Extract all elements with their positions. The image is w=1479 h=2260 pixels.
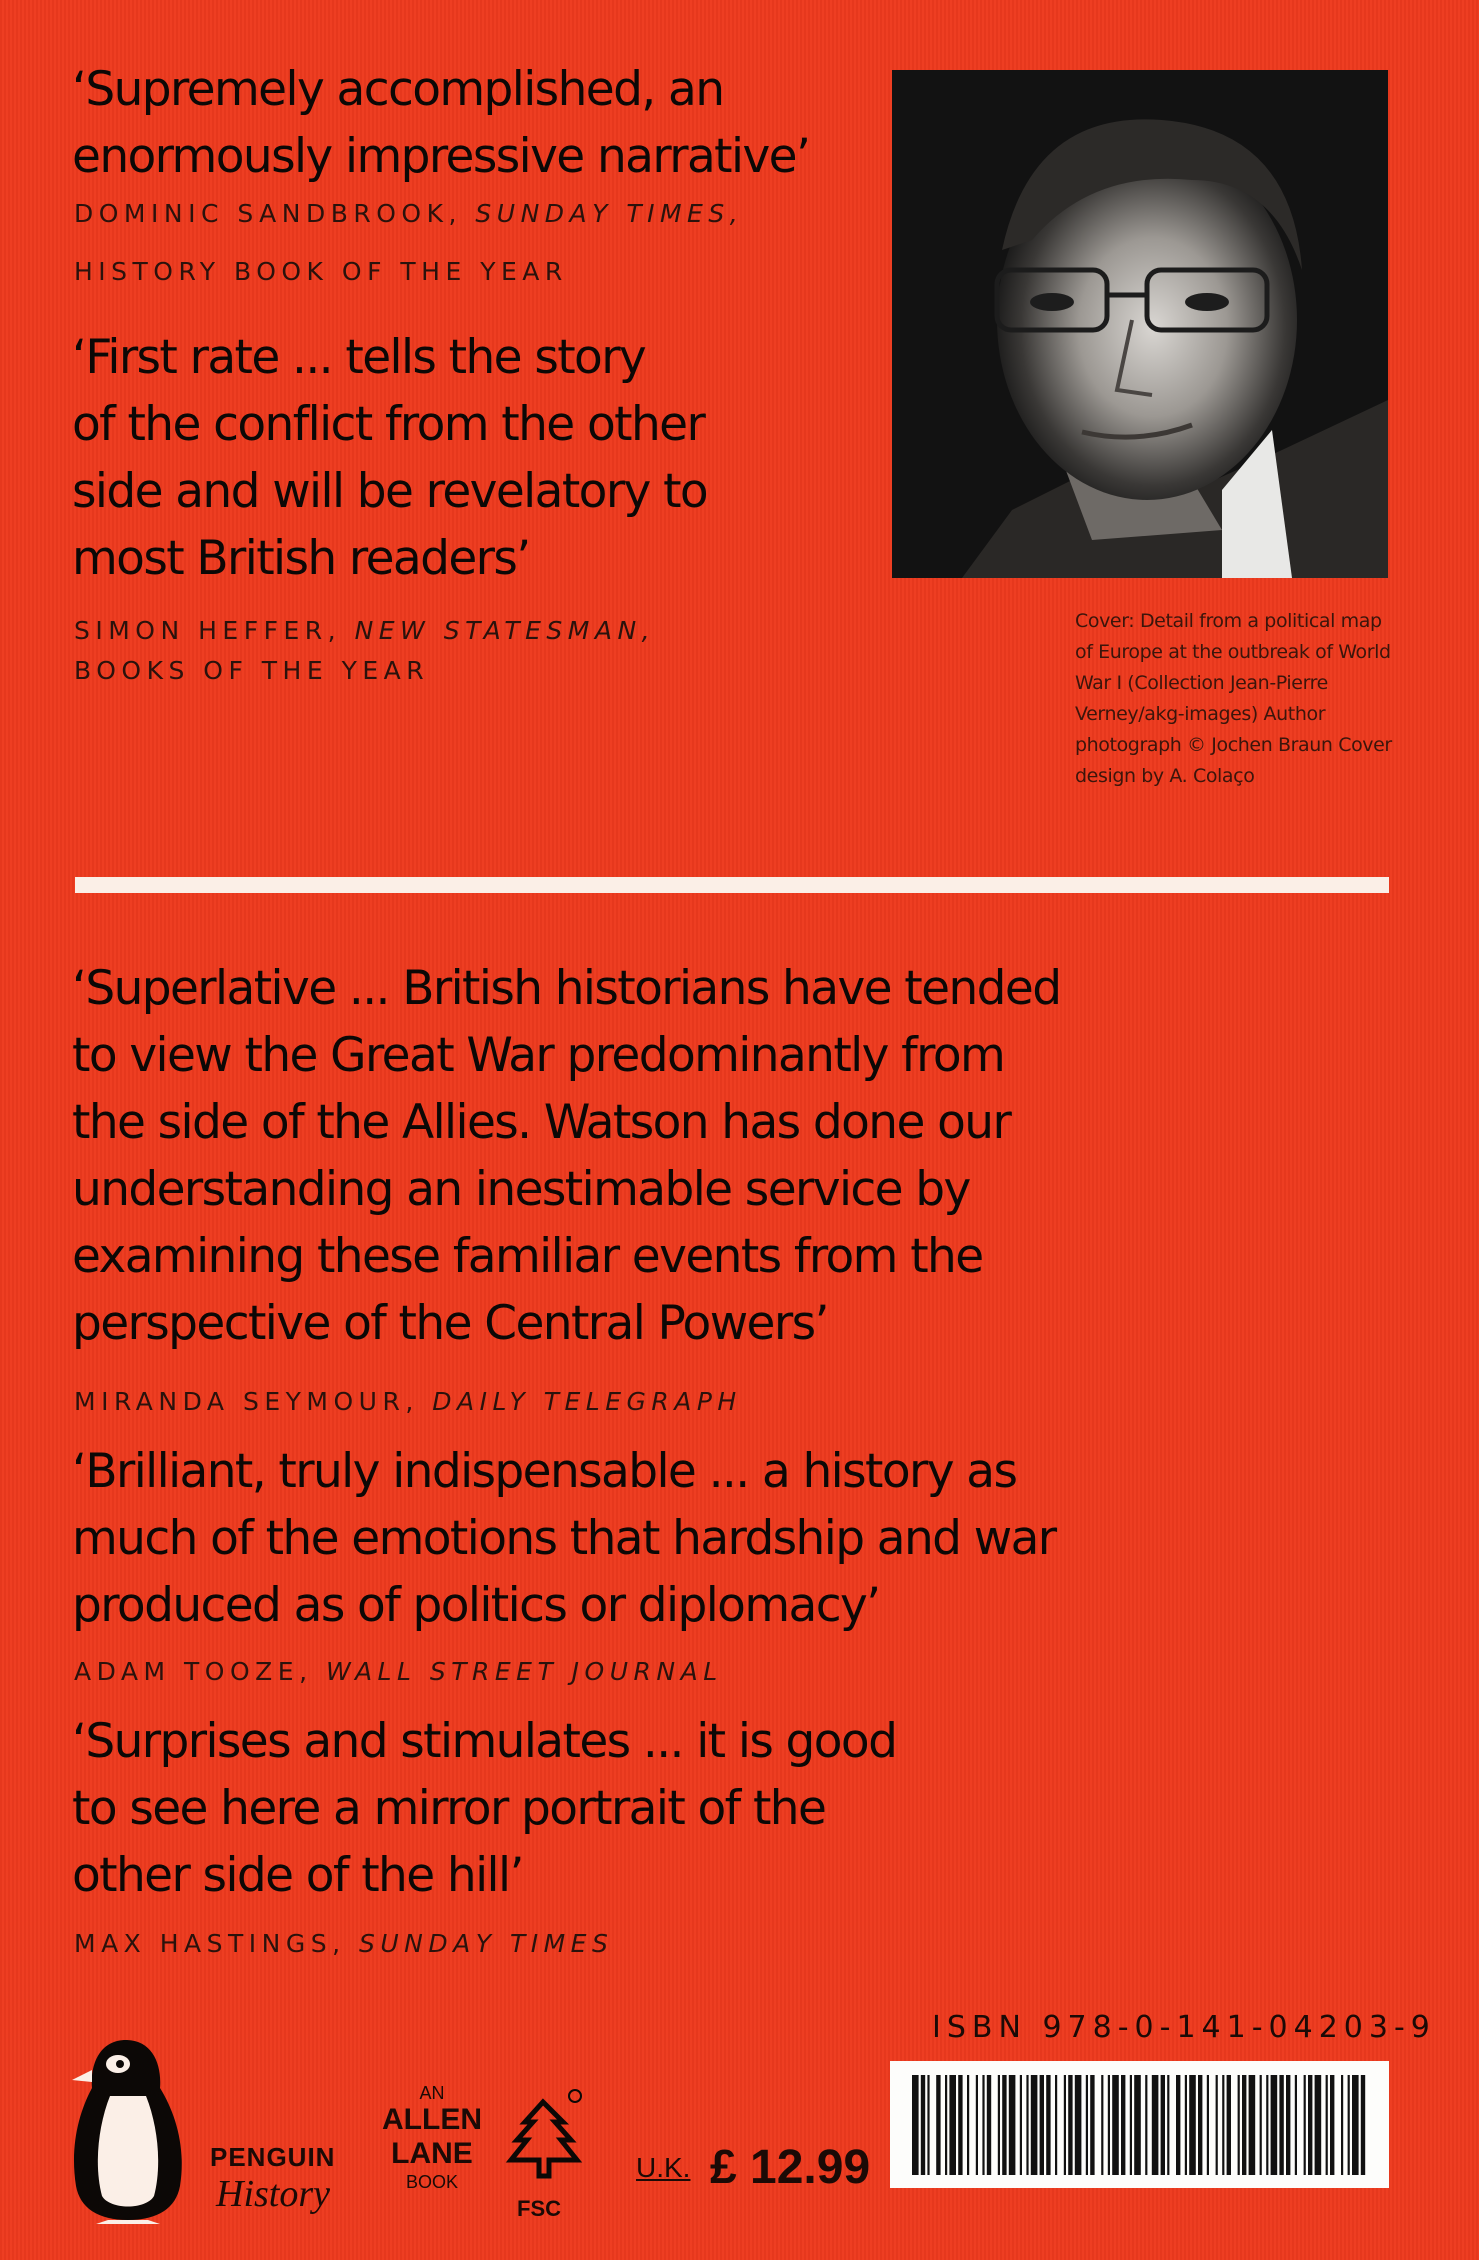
price-region: U.K. [636, 2152, 691, 2183]
photo-caption: Cover: Detail from a political map of Europe at the outbreak of World War I (Collection Jean-Pierre Verney/akg-images) Author photograph © Jochen Braun Cover design by A. Colaço [1075, 610, 1392, 787]
author-portrait-icon [892, 70, 1388, 578]
credit-publication: SUNDAY TIMES, [475, 199, 744, 228]
barcode-bar [1046, 2075, 1050, 2175]
barcode-bar [1189, 2075, 1196, 2175]
price: £ 12.99 [710, 2141, 871, 2194]
barcode-bar [1086, 2075, 1088, 2175]
barcode-bar [1068, 2075, 1072, 2175]
barcode-bar [1330, 2075, 1334, 2175]
barcode-bar [1075, 2075, 1082, 2175]
barcode-bar [1020, 2075, 1022, 2175]
barcode-bar [1167, 2075, 1169, 2175]
barcode-bar [949, 2075, 956, 2175]
barcode-bar [1031, 2075, 1038, 2175]
barcode-bar [1361, 2075, 1365, 2175]
barcode-bar [1090, 2075, 1094, 2175]
barcode-bar [1242, 2075, 1246, 2175]
barcode-bar [1145, 2075, 1147, 2175]
credit-publication: NEW STATESMAN, [354, 616, 656, 645]
barcode-bar [1207, 2075, 1209, 2175]
barcode-bar [1260, 2075, 1262, 2175]
barcode-bar [1326, 2075, 1328, 2175]
barcode-bar [936, 2075, 940, 2175]
barcode-bar [1341, 2075, 1343, 2175]
barcode-bar [945, 2075, 947, 2175]
barcode-bar [976, 2075, 978, 2175]
credit-name: MIRANDA SEYMOUR, [74, 1387, 419, 1416]
allen-allen: ALLEN [382, 2103, 482, 2136]
quote-hastings: ‘Surprises and stimulates ... it is good to see here a mirror portrait of the other side of the hill’ [72, 1714, 897, 1903]
barcode-bar [1026, 2075, 1028, 2175]
author-photo [892, 70, 1388, 578]
divider-rule [75, 877, 1389, 893]
barcode-bar [1130, 2075, 1132, 2175]
penguin-series: History [216, 2173, 330, 2215]
barcode-bar [958, 2075, 962, 2175]
barcode-bar [1198, 2075, 1202, 2175]
barcode-bar [1055, 2075, 1057, 2175]
penguin-wordmark: PENGUIN [210, 2142, 336, 2172]
allen-book: BOOK [405, 2172, 458, 2192]
credit-heffer [74, 612, 655, 650]
barcode-bar [1161, 2075, 1165, 2175]
barcode-bar [1286, 2075, 1290, 2175]
barcode-bar [1134, 2075, 1141, 2175]
credit-sandbrook [74, 195, 743, 233]
barcode-bar [1108, 2075, 1110, 2175]
fsc-tree-icon [505, 2088, 585, 2208]
barcode-bar [1227, 2075, 1231, 2175]
barcode-bar [967, 2075, 969, 2175]
barcode [890, 2061, 1389, 2188]
allen-an: AN [419, 2083, 445, 2103]
barcode-bar [927, 2075, 929, 2175]
barcode-bar [1315, 2075, 1322, 2175]
credit-seymour [74, 1383, 742, 1421]
barcode-bar [987, 2075, 991, 2175]
barcode-bar [998, 2075, 1000, 2175]
barcode-bar [1348, 2075, 1350, 2175]
credit-hastings [74, 1925, 613, 1963]
barcode-bar [1295, 2075, 1297, 2175]
barcode-bar [1308, 2075, 1312, 2175]
quote-tooze: ‘Brilliant, truly indispensable ... a history as much of the emotions that hardship and war produced as of politics or diplomacy’ [72, 1444, 1056, 1633]
barcode-bar [1040, 2075, 1044, 2175]
allen-lane-logo [382, 2083, 482, 2193]
fsc-label: FSC [517, 2196, 561, 2221]
allen-lane: LANE [391, 2137, 473, 2170]
credit-publication: WALL STREET JOURNAL [325, 1657, 723, 1686]
barcode-bars [890, 2061, 1389, 2188]
barcode-bar [921, 2075, 925, 2175]
isbn-number: ISBN 978-0-141-04203-9 [932, 2010, 1436, 2045]
quote-sandbrook: ‘Supremely accomplished, an enormously impressive narrative’ [72, 62, 810, 184]
barcode-bar [1121, 2075, 1125, 2175]
barcode-bar [1152, 2075, 1159, 2175]
barcode-bar [1002, 2075, 1006, 2175]
credit-sandbrook-extra: HISTORY BOOK OF THE YEAR [74, 257, 568, 286]
barcode-bar [1064, 2075, 1066, 2175]
barcode-bar [1112, 2075, 1119, 2175]
barcode-bar [1304, 2075, 1306, 2175]
credit-name: MAX HASTINGS, [74, 1929, 346, 1958]
credit-tooze [74, 1653, 723, 1691]
credit-publication: DAILY TELEGRAPH [432, 1387, 742, 1416]
credit-name: SIMON HEFFER, [74, 616, 342, 645]
barcode-bar [1101, 2075, 1103, 2175]
credit-publication: SUNDAY TIMES [359, 1929, 614, 1958]
barcode-bar [912, 2075, 919, 2175]
barcode-bar [1352, 2075, 1359, 2175]
quote-seymour: ‘Superlative ... British historians have tended to view the Great War predominantly from the side of the Allies. Watson has done our understanding an inestimable service by examining these familiar events from the perspective of the Central Powers’ [72, 961, 1061, 1351]
barcode-bar [1279, 2075, 1283, 2175]
quote-heffer: ‘First rate ... tells the story of the conflict from the other side and will be revelatory to most British readers’ [72, 330, 708, 586]
credit-heffer-extra: BOOKS OF THE YEAR [74, 656, 430, 685]
barcode-bar [982, 2075, 984, 2175]
penguin-logo-icon [68, 2036, 188, 2224]
credit-name: DOMINIC SANDBROOK, [74, 199, 462, 228]
barcode-bar [1176, 2075, 1180, 2175]
barcode-bar [1271, 2075, 1278, 2175]
barcode-bar [1222, 2075, 1224, 2175]
barcode-bar [1009, 2075, 1016, 2175]
barcode-bar [1249, 2075, 1256, 2175]
barcode-bar [1185, 2075, 1187, 2175]
barcode-bar [1216, 2075, 1218, 2175]
barcode-bar [1238, 2075, 1240, 2175]
barcode-bar [1266, 2075, 1268, 2175]
credit-name: ADAM TOOZE, [74, 1657, 313, 1686]
